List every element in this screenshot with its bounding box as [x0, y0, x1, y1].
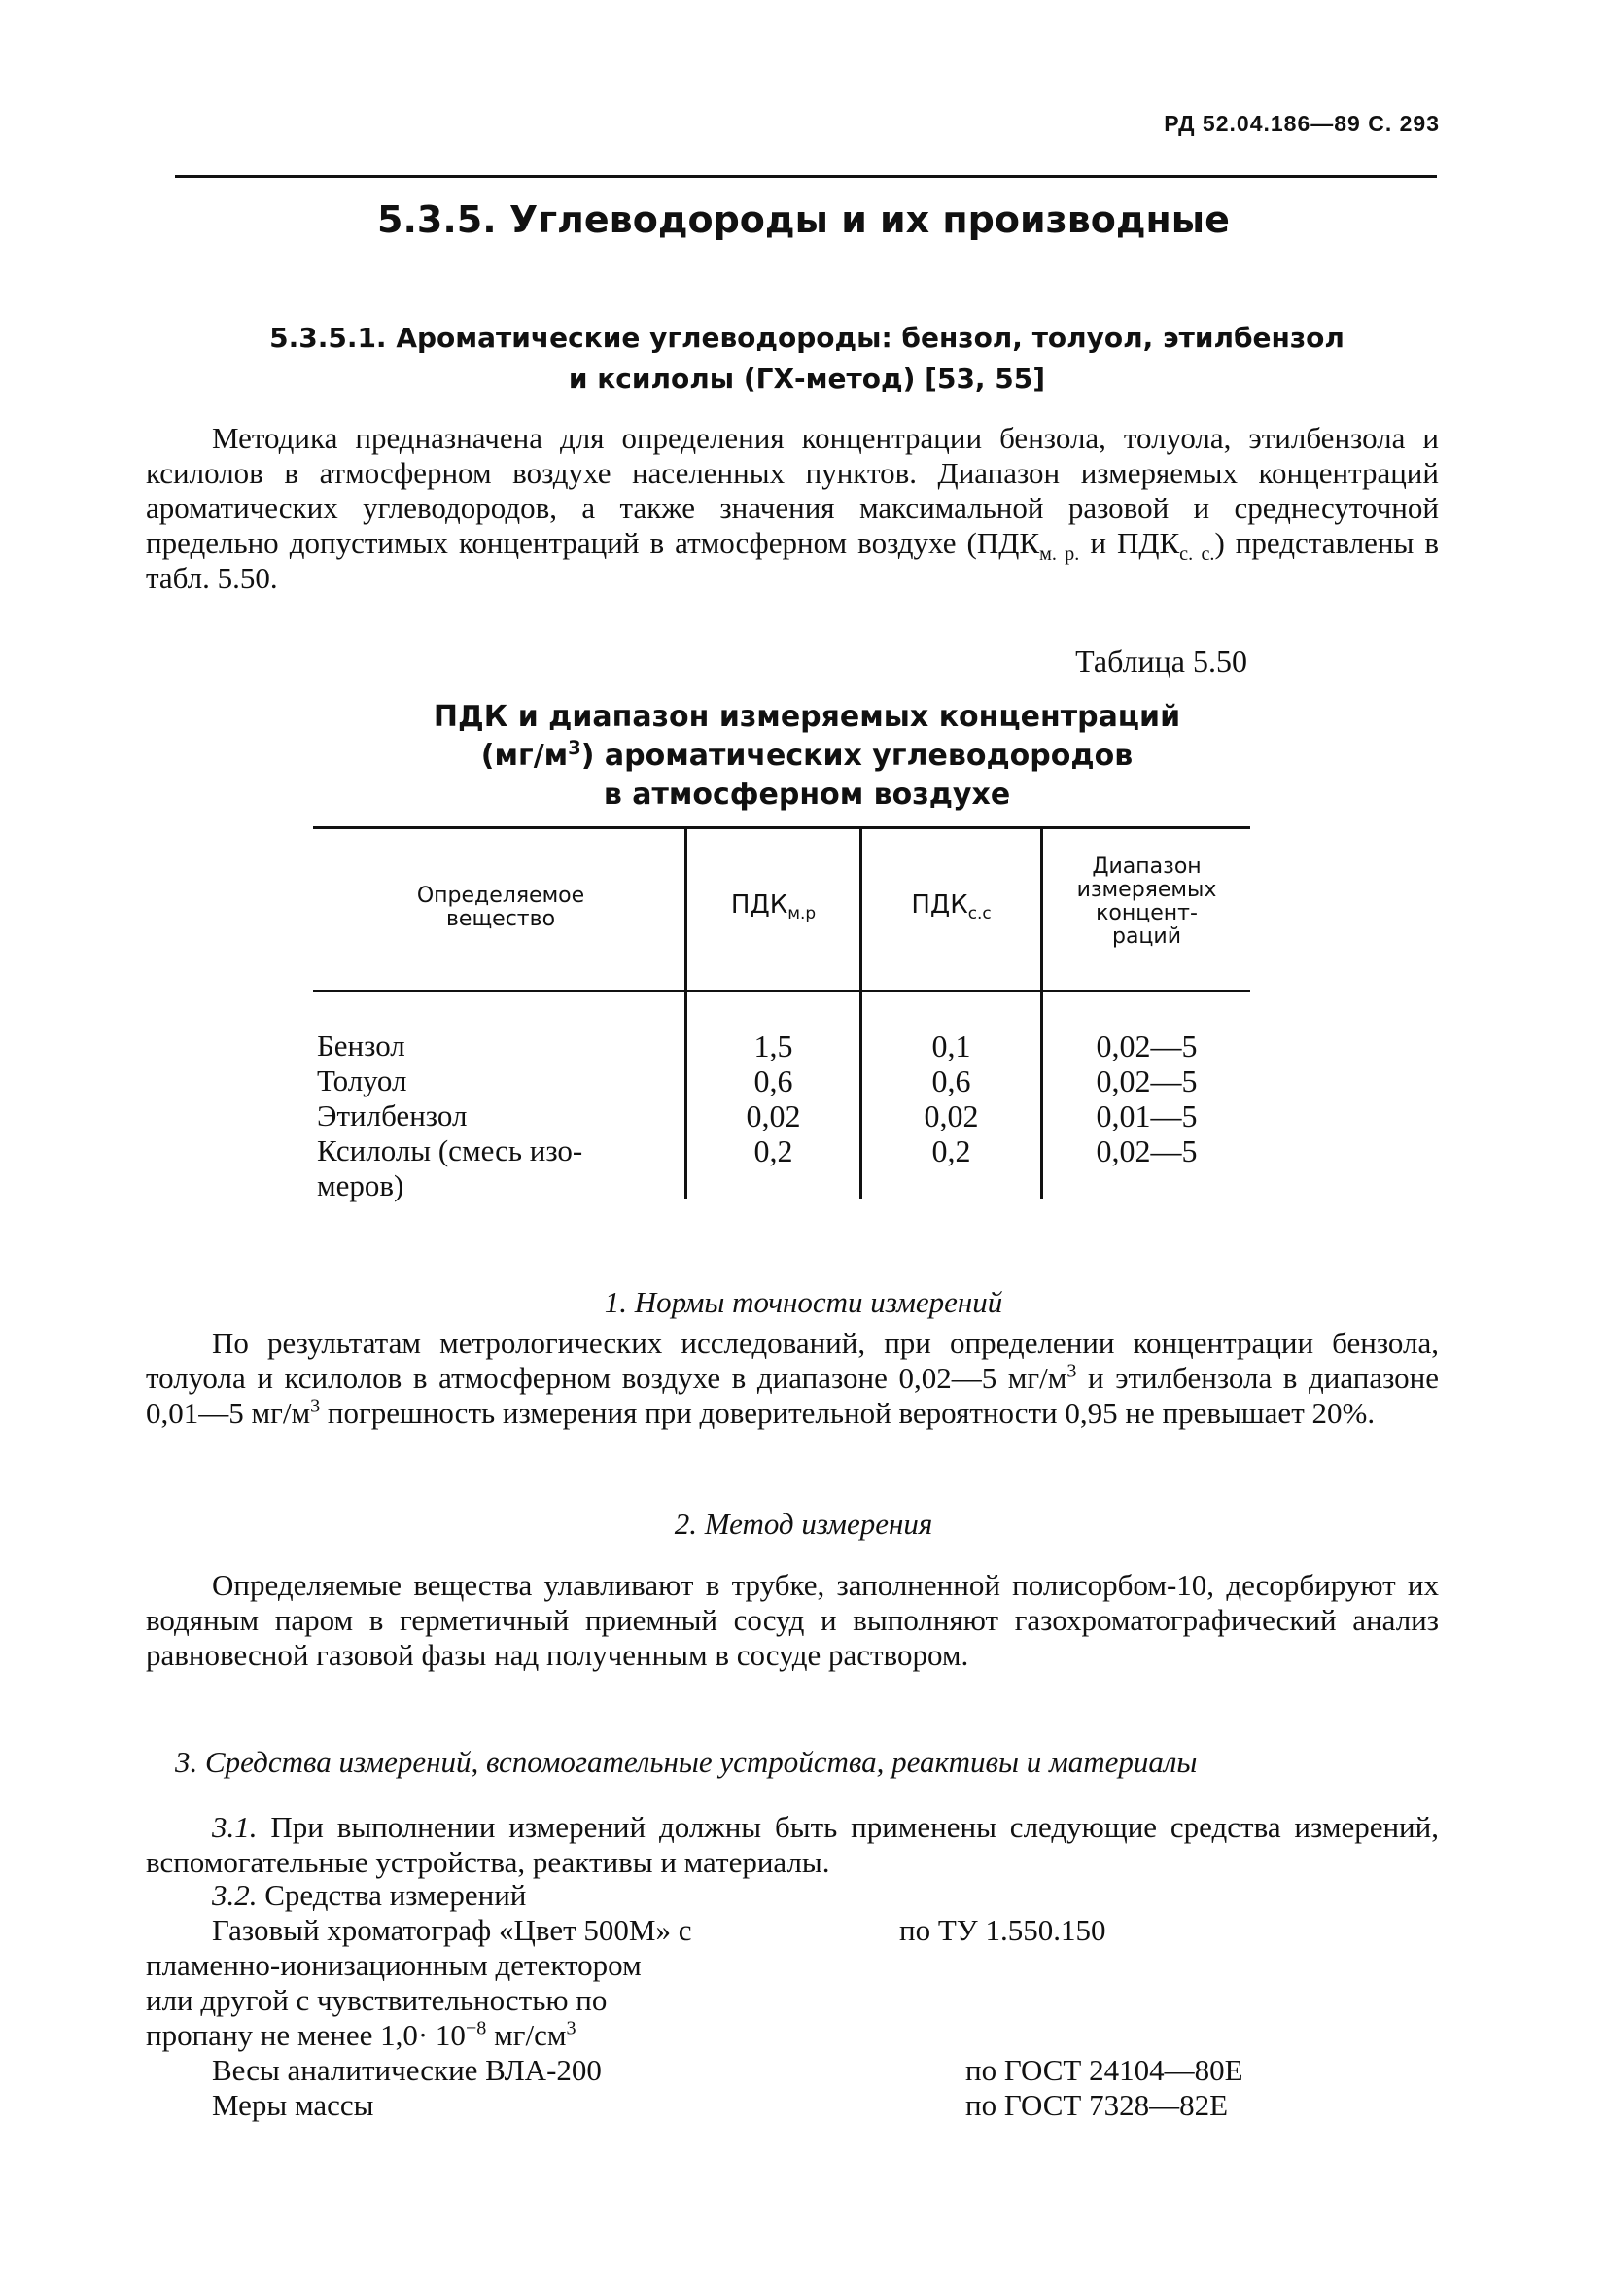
instrument-row	[146, 1913, 1439, 2053]
table-top-rule	[313, 826, 1250, 829]
table-cell-name: Этилбензол	[317, 1098, 468, 1132]
intro-paragraph	[146, 421, 1439, 596]
instrument-name-cont: пропану не менее $1,0\cdot 10^{-8}$ $мг/см^3$	[146, 2017, 576, 2052]
instrument-name: Весы аналитические ВЛА-200	[212, 2053, 602, 2087]
table-pdk-ss-column	[862, 1028, 1040, 1168]
section-1-heading: 1. Нормы точности измерений	[604, 1285, 1003, 1319]
table-cell-pdk-ss: 0,6	[931, 1063, 971, 1098]
instrument-standard: по ГОСТ 7328—82Е	[965, 2088, 1229, 2122]
table-cell-pdk-ss: 0,02	[924, 1098, 979, 1133]
table-cell-pdk-mr: 0,2	[753, 1133, 793, 1168]
intro-sub-b: с. с.	[1179, 543, 1215, 566]
instrument-standard: по ТУ 1.550.150	[899, 1913, 1106, 1947]
subsection-title	[243, 318, 1371, 400]
intro-sub-a: м. р.	[1039, 543, 1080, 566]
section-2-heading: 2. Метод измерения	[674, 1507, 933, 1541]
section-3-heading: 3. Средства измерений, вспомогательные устройства, реактивы и материалы	[175, 1745, 1198, 1779]
table-cell-pdk-mr: 1,5	[753, 1028, 793, 1063]
table-pdk-mr-column	[687, 1028, 859, 1168]
instrument-name: Газовый хроматограф «Цвет 500М» с	[212, 1913, 692, 1947]
instrument-row	[146, 2053, 1439, 2088]
table-cell-pdk-mr: 0,02	[746, 1098, 801, 1133]
table-header-rule	[313, 990, 1250, 992]
table-substance-column	[317, 1028, 661, 1203]
section-1-paragraph: По результатам метрологических исследований, при определении концентрации бензола, толуола и ксилолов в атмосферном воздухе в диапазоне 0,02—5 $мг/м^3$ и этилбензола в диапазоне 0,01—5 $мг/м^3$ погрешность измерения при доверительной вероятности 0,95 не превышает 20%.	[146, 1326, 1439, 1430]
table-caption-line2: $(мг/м^3)$ ароматических углеводородов	[480, 737, 1134, 773]
table-header-range: Диапазон измеряемых концент- раций	[1076, 854, 1217, 949]
section-3-2-heading: 3.2. Средства измерений	[212, 1878, 527, 1912]
table-cell-name: Ксилолы (смесь изо-	[317, 1133, 583, 1167]
instruments-list	[146, 1878, 1439, 2123]
intro-text-c: ) представлены в табл. 5.50.	[146, 526, 1440, 595]
section-3-1-paragraph: 3.1. При выполнении измерений должны быть применены следующие средства измерений, вспомогательные устройства, реактивы и материалы.	[146, 1810, 1439, 1879]
subsection-title-line1: 5.3.5.1. Ароматические углеводороды: бензол, толуол, этилбензол	[269, 322, 1345, 354]
table-cell-pdk-ss: 0,1	[931, 1028, 971, 1063]
instrument-name: Меры массы	[212, 2088, 374, 2122]
section-2-paragraph: Определяемые вещества улавливают в трубке, заполненной полисорбом-10, десорбируют их водяным паром в герметичный приемный сосуд и выполняют газохроматографический анализ равновесной газовой фазы над полученным в сосуде раствором.	[146, 1568, 1439, 1672]
page-header: РД 52.04.186—89 С. 293	[1164, 111, 1440, 136]
table-cell-name: Толуол	[317, 1063, 407, 1097]
table-caption-line3: в атмосферном воздухе	[603, 778, 1011, 812]
table-cell-range: 0,01—5	[1096, 1098, 1198, 1133]
table-cell-pdk-ss: 0,2	[931, 1133, 971, 1168]
table-caption-line1: ПДК и диапазон измеряемых концентраций	[433, 700, 1181, 734]
header-rule	[175, 175, 1437, 178]
table-cell-pdk-mr: 0,6	[753, 1063, 793, 1098]
table-cell-name-cont: меров)	[317, 1168, 404, 1202]
instrument-name-cont: или другой с чувствительностью по	[146, 1983, 608, 2017]
table-cell-range: 0,02—5	[1096, 1028, 1198, 1063]
instrument-row	[146, 2088, 1439, 2123]
table-caption	[243, 698, 1371, 815]
table-header-pdk-mr: $ПДК_{м.р}$	[730, 890, 817, 923]
table-cell-name: Бензол	[317, 1028, 405, 1062]
table-label: Таблица 5.50	[1075, 644, 1247, 678]
subsection-title-line2: и ксилолы (ГХ-метод) [53, 55]	[568, 363, 1046, 395]
table-range-column	[1043, 1028, 1250, 1168]
instrument-standard: по ГОСТ 24104—80Е	[965, 2053, 1243, 2087]
intro-text-b: и ПДК	[1079, 526, 1180, 560]
instrument-name-cont: пламенно-ионизационным детектором	[146, 1948, 642, 1982]
intro-text-a: Методика предназначена для определения концентрации бензола, толуола, этилбензола и ксилолов в атмосферном воздухе населенных пунктов. Диапазон измеряемых концентраций ароматических углеводородов, а также значения максимальной разовой и среднесуточной предельно допустимых концентраций в атмосферном воздухе (ПДК	[146, 421, 1439, 560]
table-header-pdk-ss: $ПДК_{с.с}$	[911, 890, 992, 923]
table-cell-range: 0,02—5	[1096, 1133, 1198, 1168]
table-header-substance: Определяемое вещество	[416, 884, 585, 931]
section-title: 5.3.5. Углеводороды и их производные	[377, 198, 1230, 241]
table-cell-range: 0,02—5	[1096, 1063, 1198, 1098]
